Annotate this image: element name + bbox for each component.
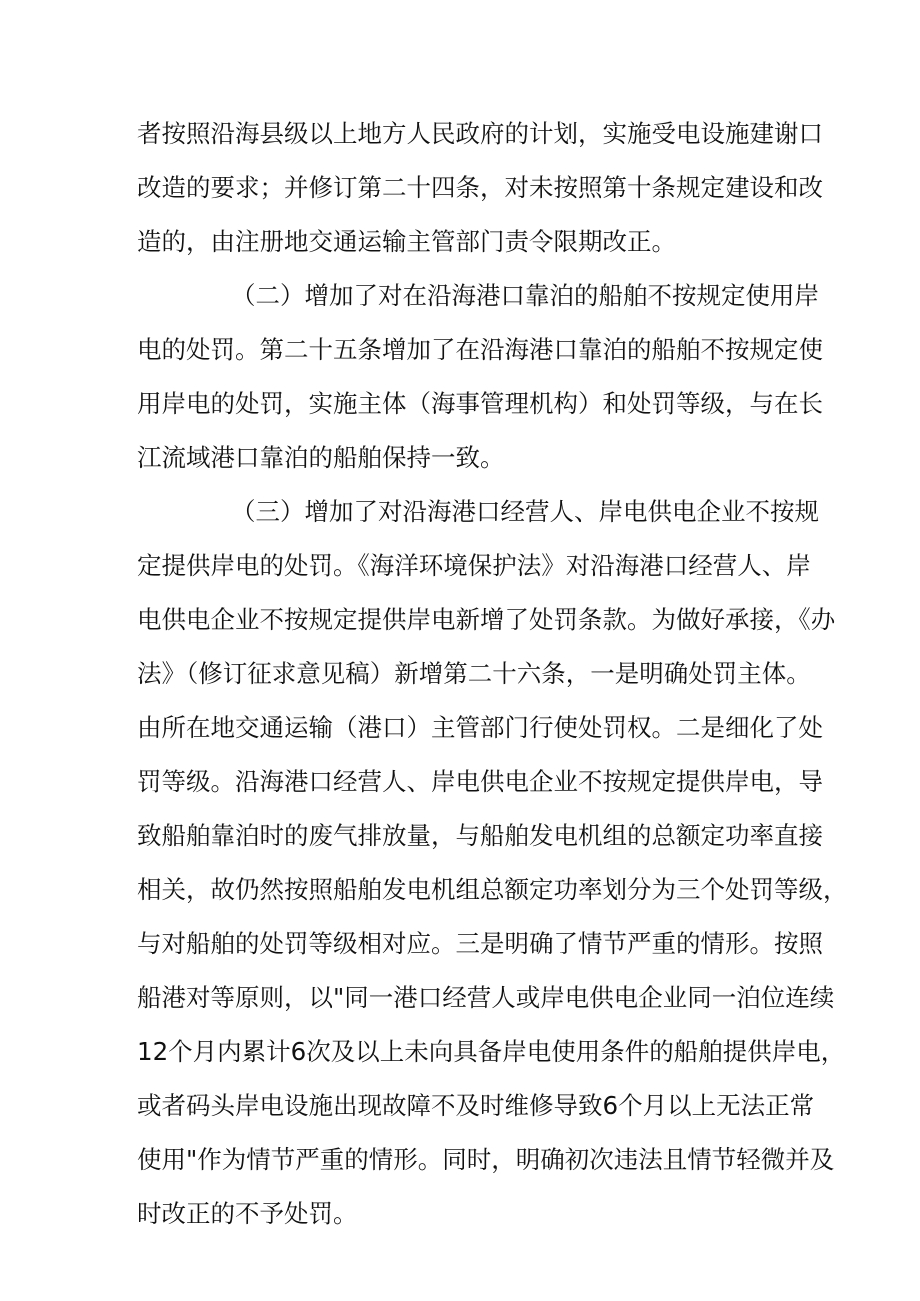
body-text — [137, 107, 848, 1241]
text-line: 定提供岸电的处罚。《海洋环境保护法》对沿海港口经营人、岸 — [137, 551, 811, 580]
text-line: 改造的要求；并修订第二十四条，对未按照第十条规定建设和改 — [137, 173, 823, 202]
text-line: 由所在地交通运输（港口）主管部门行使处罚权。二是细化了处 — [137, 713, 823, 742]
text-line: 用岸电的处罚，实施主体（海事管理机构）和处罚等级，与在长 — [137, 389, 823, 418]
section-heading-line: （三）增加了对沿海港口经营人、岸电供电企业不按规 — [231, 497, 819, 526]
text-line: 或者码头岸电设施出现故障不及时维修导致6个月以上无法正常 — [137, 1091, 815, 1120]
text-line: 电供电企业不按规定提供岸电新增了处罚条款。为做好承接，《办 — [137, 605, 836, 634]
text-line: 时改正的不予处罚。 — [137, 1199, 358, 1228]
text-line: 相关，故仍然按照船舶发电机组总额定功率划分为三个处罚等级， — [137, 875, 848, 904]
text-line: 船港对等原则，以"同一港口经营人或岸电供电企业同一泊位连续 — [137, 983, 835, 1012]
section-heading-line: （二）增加了对在沿海港口靠泊的船舶不按规定使用岸 — [231, 281, 819, 310]
text-line: 致船舶靠泊时的废气排放量，与船舶发电机组的总额定功率直接 — [137, 821, 823, 850]
text-line: 者按照沿海县级以上地方人民政府的计划，实施受电设施建谢口 — [137, 119, 823, 148]
text-line: 造的，由注册地交通运输主管部门责令限期改正。 — [137, 227, 676, 256]
text-line: 罚等级。沿海港口经营人、岸电供电企业不按规定提供岸电，导 — [137, 767, 823, 796]
text-line: 与对船舶的处罚等级相对应。三是明确了情节严重的情形。按照 — [137, 929, 823, 958]
text-line: 法》（修订征求意见稿）新增第二十六条，一是明确处罚主体。 — [137, 659, 811, 688]
text-line: 江流域港口靠泊的船舶保持一致。 — [137, 443, 505, 472]
text-line: 使用"作为情节严重的情形。同时，明确初次违法且情节轻微并及 — [137, 1145, 835, 1174]
text-line: 电的处罚。第二十五条增加了在沿海港口靠泊的船舶不按规定使 — [137, 335, 823, 364]
text-line: 12个月内累计6次及以上未向具备岸电使用条件的船舶提供岸电， — [137, 1037, 846, 1066]
